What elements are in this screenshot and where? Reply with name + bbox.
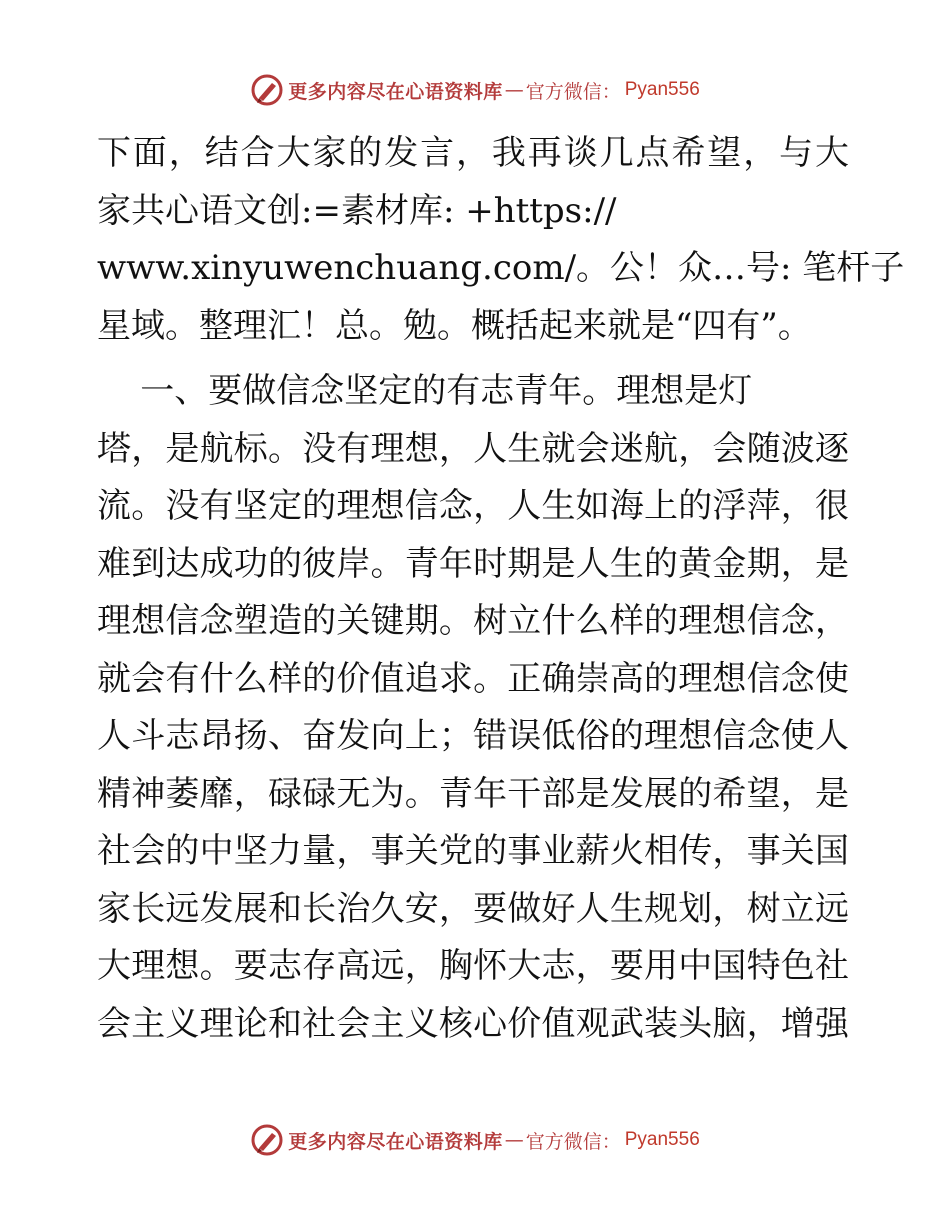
header-wechat-label: 官方微信： (525, 80, 621, 103)
footer-wechat-label: 官方微信： (525, 1130, 621, 1153)
text-line: 精神萎靡，碌碌无为。青年干部是发展的希望，是 (97, 773, 849, 814)
footer-site-text: 更多内容尽在心语资料库 (288, 1130, 503, 1153)
text-line: 流。没有坚定的理想信念，人生如海上的浮萍，很 (97, 486, 849, 526)
paragraph-intro (97, 125, 905, 355)
header-site-text: 更多内容尽在心语资料库 (288, 80, 503, 103)
footer-separator: — (504, 1129, 524, 1151)
text-line: 家长远发展和长治久安，要做好人生规划，树立远 (97, 888, 849, 929)
text-line: 星域。整理汇！总。勉。概括起来就是“四有”。 (97, 305, 812, 346)
text-line: 人斗志昂扬、奋发向上；错误低俗的理想信念使人 (97, 716, 849, 756)
header-separator: — (504, 79, 524, 101)
footer-watermark (0, 1120, 950, 1160)
header-wechat-id: Pyan556 (624, 79, 700, 100)
pen-logo-icon (250, 73, 284, 107)
paragraph-section-one (97, 363, 849, 1053)
text-line: 下面，结合大家的发言，我再谈几点希望，与大 (97, 133, 849, 173)
text-line: 社会的中坚力量，事关党的事业薪火相传，事关国 (97, 831, 849, 871)
text-line: 会主义理论和社会主义核心价值观武装头脑，增强 (97, 1003, 849, 1044)
header-watermark (0, 70, 950, 110)
text-line: www.xinyuwenchuang.com/。公！众…号: 笔杆子 (97, 248, 905, 288)
text-line: 一、要做信念坚定的有志青年。理想是灯 (97, 371, 753, 411)
text-line: 大理想。要志存高远，胸怀大志，要用中国特色社 (97, 946, 849, 986)
text-line: 难到达成功的彼岸。青年时期是人生的黄金期，是 (97, 543, 849, 584)
footer-wechat-id: Pyan556 (624, 1129, 700, 1150)
text-line: 理想信念塑造的关键期。树立什么样的理想信念， (97, 601, 849, 641)
pen-logo-icon (250, 1123, 284, 1157)
text-line: 就会有什么样的价值追求。正确崇高的理想信念使 (97, 658, 849, 699)
text-line: 塔，是航标。没有理想，人生就会迷航，会随波逐 (97, 428, 849, 469)
document-body (97, 125, 905, 1053)
text-line: 家共心语文创:=素材库: +https:// (97, 190, 617, 231)
